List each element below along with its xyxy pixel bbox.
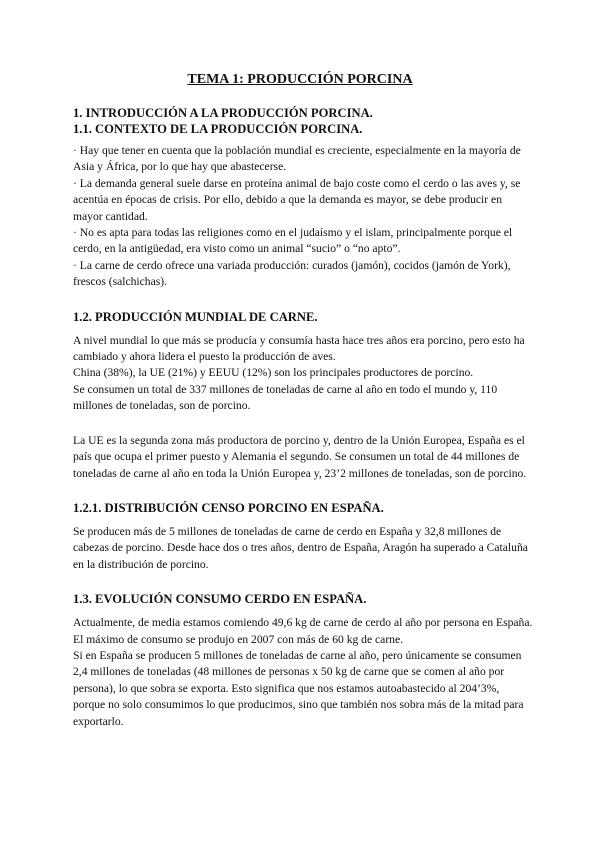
- document-body: [73, 105, 533, 730]
- paragraph: Si en España se producen 5 millones de toneladas de carne al año, pero únicamente se consumen 2,4 millones de toneladas (48 millones de personas x 50 kg de carne que se comen al año por persona), lo que sobra se exporta. Esto significa que nos estamos autoabastecido al 204’3%, porque no solo consumimos lo que producimos, sino que también nos sobra más de la mitad para exportarlo.: [73, 648, 524, 728]
- paragraph: La UE es la segunda zona más productora de porcino y, dentro de la Unión Europea, España es el país que ocupa el primer puesto y Alemania el segundo. Se consumen un total de 44 millones de toneladas de carne al año en toda la Unión Europea y, 23’2 millones de toneladas, son de porcino.: [73, 433, 527, 480]
- paragraph: Se producen más de 5 millones de toneladas de carne de cerdo en España y 32,8 millones de cabezas de porcino. Desde hace dos o tres años, dentro de España, Aragón ha superado a Cataluña en la distribución de porcino.: [73, 524, 528, 571]
- bullet-item: · Hay que tener en cuenta que la población mundial es creciente, especialmente en la mayoría de Asia y África, por lo que hay que abastecerse.: [73, 144, 521, 174]
- paragraph: A nivel mundial lo que más se producía y consumía hasta hace tres años era porcino, pero esto ha cambiado y ahora lidera el puesto la producción de aves.: [73, 333, 525, 364]
- paragraph: China (38%), la UE (21%) y EEUU (12%) son los principales productores de porcino.: [73, 366, 474, 380]
- section-heading-1-2: 1.2. PRODUCCIÓN MUNDIAL DE CARNE.: [73, 309, 318, 324]
- paragraph: Se consumen un total de 337 millones de toneladas de carne al año en todo el mundo y, 110 millones de toneladas, son de porcino.: [73, 382, 498, 413]
- paragraph: Actualmente, de media estamos comiendo 49,6 kg de carne de cerdo al año por persona en España. El máximo de consumo se produjo en 2007 con más de 60 kg de carne.: [73, 616, 533, 646]
- section-heading-1-2-1: 1.2.1. DISTRIBUCIÓN CENSO PORCINO EN ESPAÑA.: [73, 500, 384, 515]
- section-heading-1-3: 1.3. EVOLUCIÓN CONSUMO CERDO EN ESPAÑA.: [73, 592, 367, 607]
- section-heading-1-1: 1.1. CONTEXTO DE LA PRODUCCIÓN PORCINA.: [73, 122, 363, 136]
- document-title: TEMA 1: PRODUCCIÓN PORCINA: [187, 72, 413, 87]
- bullet-item: · La carne de cerdo ofrece una variada producción: curados (jamón), cocidos (jamón de York), frescos (salchichas).: [73, 258, 511, 289]
- bullet-item: · La demanda general suele darse en proteína animal de bajo coste como el cerdo o las aves y, se acentúa en épocas de crisis. Por ello, debido a que la demanda es mayor, se debe producir en mayor cantidad.: [73, 176, 521, 223]
- bullet-item: · No es apta para todas las religiones como en el judaísmo y el islam, principalmente porque el cerdo, en la antigüedad, era visto como un animal “sucio” o “no apto”.: [73, 226, 513, 256]
- section-heading-1: 1. INTRODUCCIÓN A LA PRODUCCIÓN PORCINA.: [73, 106, 373, 120]
